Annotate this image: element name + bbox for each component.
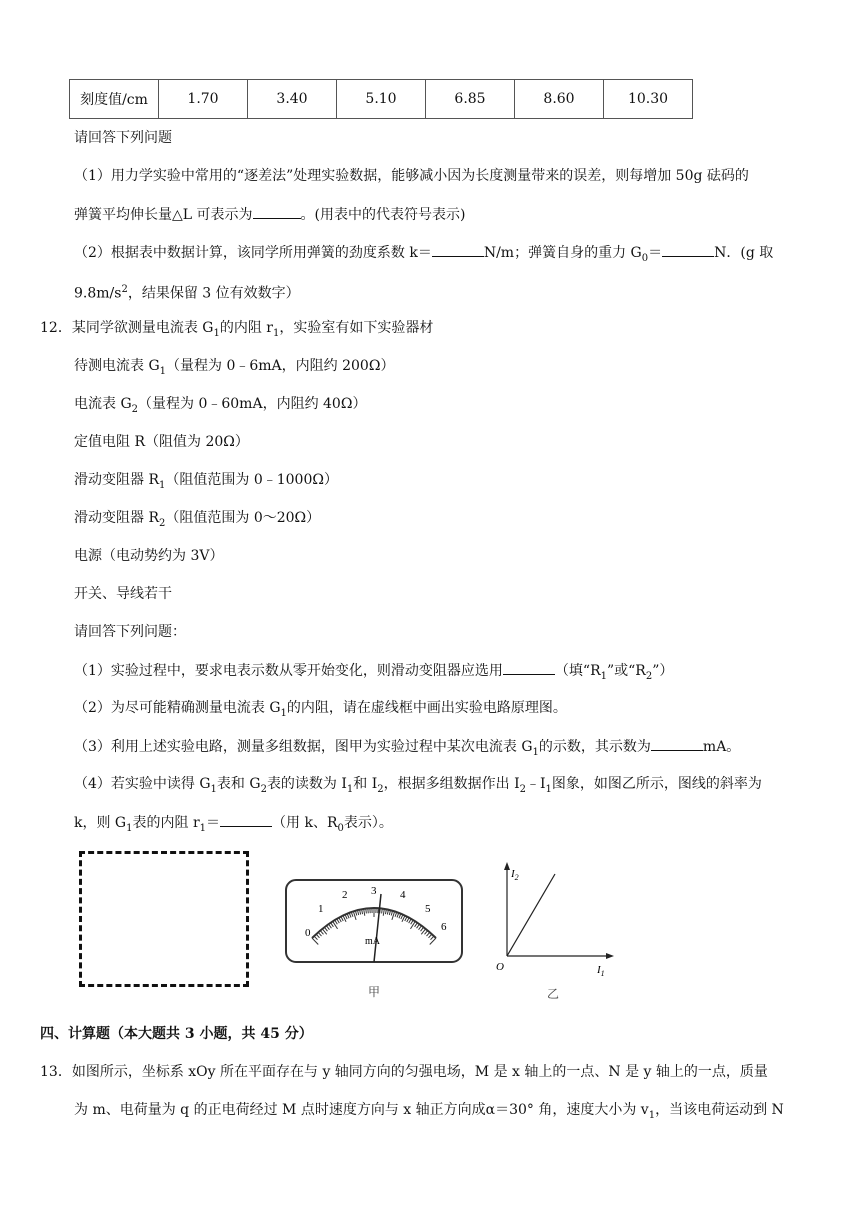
- meter-tick: [326, 926, 329, 930]
- table-header-cell: 刻度值/cm: [70, 80, 159, 119]
- text: 表和 G: [216, 776, 261, 792]
- answer-blank[interactable]: [253, 204, 301, 219]
- meter-tick: [341, 917, 343, 921]
- ammeter-figure: [282, 876, 466, 1004]
- graph-caption: 乙: [547, 987, 560, 1001]
- table-cell: 5.10: [337, 80, 426, 119]
- meter-tick: [431, 936, 434, 940]
- table-cell: 6.85: [426, 80, 515, 119]
- text: N．(g 取: [714, 245, 774, 261]
- table-cell: 10.30: [604, 80, 693, 119]
- text: 9.8m/s: [74, 285, 122, 302]
- subscript: 1: [159, 479, 166, 491]
- text: （4）若实验中读得 G: [74, 776, 211, 792]
- subscript: 0: [641, 252, 649, 264]
- q11-part1-line1: （1）用力学实验中常用的“逐差法”处理实验数据，能够减小因为长度测量带来的误差，则每增加 50g 砝码的: [74, 168, 749, 184]
- equipment-item: 开关、导线若干: [74, 586, 172, 602]
- text: ，实验室有如下实验器材: [279, 320, 434, 336]
- text: mA。: [702, 739, 741, 755]
- meter-needle: [374, 894, 381, 962]
- table-cell: 1.70: [159, 80, 248, 119]
- equipment-item: [74, 508, 320, 534]
- answer-blank[interactable]: [220, 812, 272, 827]
- meter-tick: [419, 926, 422, 930]
- text: 图象，如图乙所示，图线的斜率为: [551, 776, 762, 792]
- meter-tick: [407, 918, 409, 922]
- text: 表的读数为 I: [266, 776, 347, 792]
- text: （1）实验过程中，要求电表示数从零开始变化，则滑动变阻器应选用: [74, 663, 503, 679]
- meter-tick: [316, 934, 319, 938]
- text: 的内阻，请在虚线框中画出实验电路原理图。: [286, 700, 567, 716]
- text: 滑动变阻器 R: [74, 510, 159, 526]
- q11-prompt: 请回答下列问题: [74, 130, 172, 146]
- table-row: [70, 80, 693, 119]
- data-table: [69, 79, 693, 119]
- q11-part1-line2: [74, 204, 465, 225]
- text: k，则 G: [74, 815, 127, 831]
- meter-tick: [427, 932, 430, 936]
- subscript: 1: [126, 822, 133, 834]
- text: （阻值范围为 0﹣1000Ω）: [165, 472, 338, 488]
- subscript: 1: [213, 327, 220, 339]
- text: （用 k、R: [272, 815, 338, 831]
- meter-tick: [383, 909, 384, 916]
- text: （量程为 0﹣6mA，内阻约 200Ω）: [166, 358, 395, 374]
- q12-prompt: 请回答下列问题：: [74, 624, 186, 640]
- meter-tick: [409, 919, 412, 923]
- text: ，结果保留 3 位有效数字）: [127, 285, 300, 302]
- subscript: 1: [199, 822, 207, 834]
- text: 的示数，其示数为: [538, 739, 651, 755]
- text: （3）利用上述实验电路，测量多组数据，图甲为实验过程中某次电流表 G: [74, 739, 533, 755]
- text: 弹簧平均伸长量△L 可表示为: [74, 207, 253, 223]
- meter-tick-label: 3: [371, 885, 377, 897]
- text: （阻值范围为 0～20Ω）: [165, 510, 321, 526]
- x-axis-arrow: [606, 953, 614, 959]
- text: （填“R: [554, 663, 601, 679]
- x-axis-subscript: 1: [600, 969, 605, 978]
- y-axis-arrow: [504, 862, 510, 870]
- meter-tick: [429, 934, 432, 938]
- meter-tick: [364, 909, 365, 916]
- text: 的内阻 r: [219, 320, 273, 336]
- meter-tick-label: 5: [425, 903, 431, 915]
- y-axis-letter: I: [511, 868, 515, 880]
- text: 滑动变阻器 R: [74, 472, 159, 488]
- meter-tick: [337, 919, 340, 923]
- subscript: 1: [600, 670, 607, 682]
- equipment-item: [74, 470, 338, 496]
- equipment-item: 定值电阻 R（阻值为 20Ω）: [74, 434, 249, 450]
- q13-line1: 13．如图所示，坐标系 xOy 所在平面存在与 y 轴同方向的匀强电场，M 是 x 轴上的一点、N 是 y 轴上的一点，质量: [40, 1064, 768, 1080]
- table-cell: 3.40: [248, 80, 337, 119]
- text: N/m；弹簧自身的重力 G: [483, 245, 642, 261]
- subscript: 1: [272, 327, 280, 339]
- circuit-drawing-box[interactable]: [79, 851, 249, 987]
- text: ”或“R: [606, 663, 646, 679]
- answer-blank[interactable]: [662, 242, 714, 257]
- subscript: 1: [159, 365, 167, 377]
- meter-tick: [333, 921, 338, 929]
- meter-tick: [405, 917, 407, 921]
- meter-tick: [411, 920, 414, 924]
- subscript: 2: [377, 783, 384, 795]
- q12-part4-line2: [74, 812, 393, 839]
- meter-tick: [425, 931, 428, 935]
- meter-tick: [324, 927, 327, 931]
- q12-part4-line1: [74, 774, 762, 800]
- text: 12．某同学欲测量电流表 G: [40, 320, 214, 336]
- meter-tick: [335, 920, 338, 924]
- meter-tick: [366, 909, 367, 914]
- y-axis-subscript: 2: [514, 873, 519, 882]
- meter-tick: [339, 918, 341, 922]
- meter-tick: [320, 931, 323, 935]
- subscript: 2: [645, 670, 653, 682]
- text: ＝: [206, 815, 221, 831]
- text: （量程为 0﹣60mA，内阻约 40Ω）: [138, 396, 367, 412]
- q12-part3: [74, 736, 740, 763]
- graph-line: [507, 874, 555, 956]
- meter-tick: [329, 924, 332, 928]
- text: 和 I: [353, 776, 378, 792]
- q12-intro: [40, 318, 433, 344]
- meter-tick: [314, 936, 317, 940]
- text: ﹣I: [526, 776, 546, 792]
- text: ”）: [652, 663, 674, 679]
- meter-tick-label: 0: [305, 927, 311, 939]
- equipment-item: 电源（电动势约为 3V）: [74, 548, 224, 564]
- meter-caption: 甲: [368, 985, 381, 999]
- answer-blank[interactable]: [503, 660, 555, 675]
- subscript: 2: [519, 783, 527, 795]
- text: 待测电流表 G: [74, 358, 160, 374]
- meter-tick-label: 2: [342, 889, 348, 901]
- subscript: 2: [131, 403, 139, 415]
- answer-blank[interactable]: [651, 736, 703, 751]
- meter-tick: [382, 909, 383, 914]
- subscript: 1: [532, 746, 539, 758]
- text: 表的内阻 r: [132, 815, 200, 831]
- text: 为 m、电荷量为 q 的正电荷经过 M 点时速度方向与 x 轴正方向成α＝30° 角，速度大小为 v: [74, 1102, 649, 1118]
- text: 表示）。: [343, 815, 393, 831]
- text: ＝: [648, 245, 663, 261]
- meter-tick: [415, 923, 418, 927]
- subscript: 2: [159, 517, 166, 529]
- q11-part2-line2: [74, 280, 300, 304]
- answer-blank[interactable]: [432, 242, 484, 257]
- equipment-item: [74, 394, 366, 420]
- meter-tick-label: 4: [400, 889, 406, 901]
- equipment-item: [74, 356, 394, 382]
- subscript: 1: [210, 783, 217, 795]
- meter-tick: [401, 915, 403, 920]
- subscript: 1: [545, 783, 552, 795]
- q11-part2-line1: [74, 242, 773, 269]
- text: 。(用表中的代表符号表示): [300, 207, 466, 223]
- subscript: 1: [346, 783, 354, 795]
- meter-tick: [421, 927, 424, 931]
- text: （2）根据表中数据计算，该同学所用弹簧的劲度系数 k＝: [74, 245, 432, 261]
- text: ，当该电荷运动到 N: [655, 1102, 784, 1118]
- q12-part1: [74, 660, 673, 687]
- subscript: 2: [260, 783, 267, 795]
- meter-tick: [345, 915, 347, 920]
- i2-i1-graph: [492, 860, 622, 1010]
- section-title: 四、计算题（本大题共 3 小题，共 45 分）: [40, 1026, 313, 1042]
- meter-unit: mA: [365, 936, 380, 947]
- meter-tick: [410, 921, 415, 929]
- subscript: 1: [280, 707, 287, 719]
- meter-tick: [318, 932, 321, 936]
- graph-origin: O: [496, 961, 504, 973]
- text: ，根据多组数据作出 I: [383, 776, 520, 792]
- meter-tick-label: 6: [441, 921, 447, 933]
- y-axis-label: [510, 868, 519, 882]
- subscript: 0: [337, 822, 344, 834]
- q12-part2: [74, 698, 567, 724]
- x-axis-label: [596, 964, 605, 978]
- table-cell: 8.60: [515, 80, 604, 119]
- meter-tick: [331, 923, 334, 927]
- x-axis-letter: I: [597, 964, 601, 976]
- superscript: 2: [121, 284, 128, 295]
- text: （2）为尽可能精确测量电流表 G: [74, 700, 281, 716]
- meter-tick-label: 1: [318, 903, 324, 915]
- meter-tick: [417, 924, 420, 928]
- subscript: 1: [648, 1109, 656, 1121]
- q13-line2: [74, 1100, 784, 1126]
- text: 电流表 G: [74, 396, 132, 412]
